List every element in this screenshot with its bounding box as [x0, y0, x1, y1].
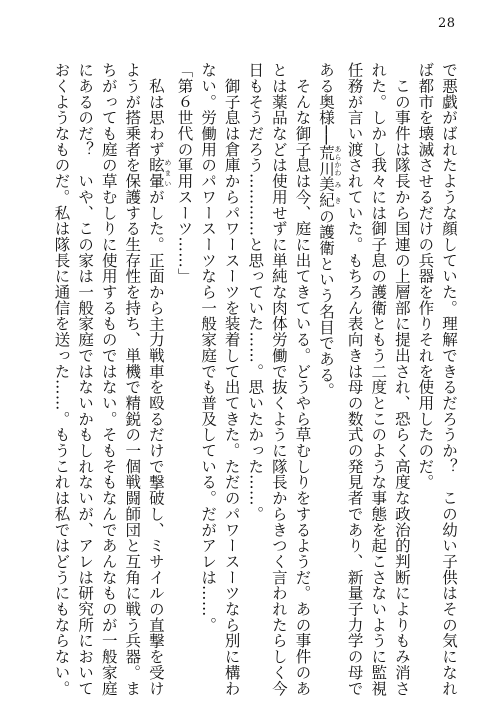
body-text	[49, 62, 460, 697]
ruby-dizziness: 眩暈 めまい	[146, 157, 172, 189]
text-line-with-ruby	[313, 62, 342, 658]
text-line: この事件は隊長から国連の上層部に提出され、恐らく高度な政治的判断によりもみ消さ	[392, 62, 411, 696]
text-line: ようが搭乗者を保護する生存性を持ち、単機で精鋭の一個戦闘師団と互角に戦う兵器。ま	[123, 62, 142, 696]
ruby-given-name: 美紀 みき	[317, 176, 343, 209]
text-line: おくようなものだ。私は隊長に通信を送った……。もうこれは私ではどうにもならない。	[52, 62, 71, 696]
text-line: ない。労働用のパワースーツなら一般家庭でも普及している。だがアレは……。	[199, 62, 218, 633]
ruby-surname: 荒川 あらかわ	[317, 144, 343, 177]
text-line: 御子息は倉庫からパワースーツを装着して出てきた。ただのパワースーツなら別に構わ	[222, 62, 241, 696]
text-line: そんな御子息は今、庭に出てきている。どうやら草むしりをするようだ。あの事件のあ	[293, 62, 312, 696]
text-line: とは薬品などは使用せずに単純な肉体労働で抜くように隊長からきつく言われたらしく今	[269, 62, 288, 696]
text-segment: 私は思わず	[146, 62, 165, 158]
text-segment: の護衛という名目である。	[317, 208, 336, 399]
text-line-with-ruby	[143, 62, 172, 697]
text-line: ちがっても庭の草むしりに使用するものではない。そもそもなんであんなものが一般家庭	[99, 62, 118, 696]
text-line: にあるのだ？ いや、この家は一般家庭ではないかもしれないが、アレは研究所において	[76, 62, 95, 696]
text-line: 任務が言い渡されていた。もちろん表向きは母の数式の発見者であり、新量子力学の母で	[345, 62, 364, 696]
text-line: 日もそうだろう…………と思っていた……。思いたかった……。	[246, 62, 265, 522]
text-segment: がした。正面から主力戦車を殴るだけで撃破し、ミサイルの直撃を受け	[146, 188, 165, 697]
text-line: れた。しかし我々には御子息の護衛ともう二度とこのような事態を起こさないように監視	[369, 62, 388, 696]
text-line: ば都市を壊滅させるだけの兵器を作りそれを使用したのだ。	[416, 62, 435, 490]
text-line: 「第６世代の軍用スーツ……」	[175, 62, 194, 284]
page-number: 28	[438, 16, 456, 31]
text-line: で悪戯がばれたような顔していた。理解できるだろうか？ この幼い子供はその気になれ	[440, 62, 458, 696]
text-segment: ある奥様──	[317, 62, 336, 145]
